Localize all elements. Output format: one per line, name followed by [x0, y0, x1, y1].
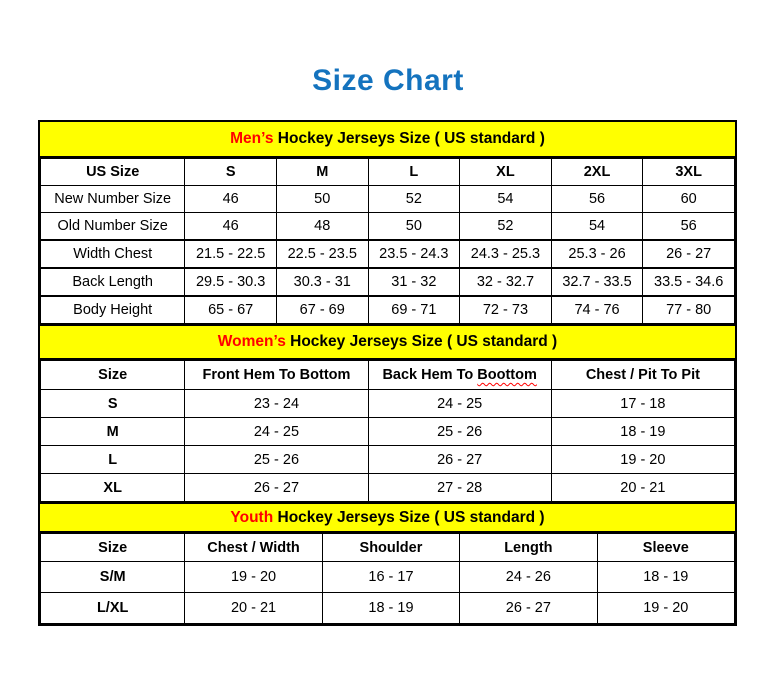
womens-section-banner	[40, 324, 735, 360]
value-cell: 26 - 27	[185, 474, 368, 502]
table-row	[41, 213, 735, 241]
value-cell: 20 - 21	[185, 593, 322, 624]
table-row	[41, 390, 735, 418]
value-cell: 65 - 67	[185, 296, 277, 324]
value-cell: 26 - 27	[643, 240, 735, 268]
column-header: Chest / Width	[185, 534, 322, 562]
value-cell: 72 - 73	[460, 296, 552, 324]
column-header: L	[368, 159, 460, 186]
value-cell: 67 - 69	[276, 296, 368, 324]
womens-size-table	[40, 360, 735, 502]
row-label: Back Length	[41, 268, 185, 296]
mens-banner-text: Hockey Jerseys Size ( US standard )	[273, 130, 545, 147]
row-label: XL	[41, 474, 185, 502]
table-row	[41, 186, 735, 213]
value-cell: 24 - 25	[368, 390, 551, 418]
value-cell: 54	[460, 186, 552, 213]
mens-size-table	[40, 158, 735, 324]
value-cell: 19 - 20	[551, 446, 734, 474]
row-label: Body Height	[41, 296, 185, 324]
column-header: XL	[460, 159, 552, 186]
value-cell: 56	[643, 213, 735, 241]
column-header: Chest / Pit To Pit	[551, 361, 734, 390]
value-cell: 25 - 26	[185, 446, 368, 474]
value-cell: 22.5 - 23.5	[276, 240, 368, 268]
mens-header-row	[41, 159, 735, 186]
column-header: Length	[460, 534, 597, 562]
table-row	[41, 474, 735, 502]
youth-banner-highlight: Youth	[230, 509, 274, 526]
value-cell: 20 - 21	[551, 474, 734, 502]
column-header: M	[276, 159, 368, 186]
column-header: Shoulder	[322, 534, 459, 562]
value-cell: 30.3 - 31	[276, 268, 368, 296]
value-cell: 69 - 71	[368, 296, 460, 324]
womens-banner-text: Hockey Jerseys Size ( US standard )	[285, 333, 558, 350]
value-cell: 32.7 - 33.5	[551, 268, 643, 296]
value-cell: 50	[368, 213, 460, 241]
column-header: 2XL	[551, 159, 643, 186]
value-cell: 25.3 - 26	[551, 240, 643, 268]
value-cell: 26 - 27	[460, 593, 597, 624]
size-chart-container	[38, 120, 737, 626]
value-cell: 19 - 20	[185, 562, 322, 593]
value-cell: 74 - 76	[551, 296, 643, 324]
youth-banner-text: Hockey Jerseys Size ( US standard )	[273, 509, 545, 526]
table-row	[41, 593, 735, 624]
youth-header-row	[41, 534, 735, 562]
value-cell: 17 - 18	[551, 390, 734, 418]
column-header: 3XL	[643, 159, 735, 186]
value-cell: 19 - 20	[597, 593, 734, 624]
table-row	[41, 268, 735, 296]
table-row	[41, 296, 735, 324]
value-cell: 56	[551, 186, 643, 213]
column-header: Front Hem To Bottom	[185, 361, 368, 390]
column-header-back-hem	[368, 361, 551, 390]
table-row	[41, 240, 735, 268]
value-cell: 50	[276, 186, 368, 213]
value-cell: 60	[643, 186, 735, 213]
value-cell: 32 - 32.7	[460, 268, 552, 296]
column-header: Size	[41, 534, 185, 562]
value-cell: 29.5 - 30.3	[185, 268, 277, 296]
value-cell: 23.5 - 24.3	[368, 240, 460, 268]
value-cell: 46	[185, 186, 277, 213]
womens-header-row	[41, 361, 735, 390]
value-cell: 31 - 32	[368, 268, 460, 296]
table-row	[41, 446, 735, 474]
value-cell: 27 - 28	[368, 474, 551, 502]
column-header: US Size	[41, 159, 185, 186]
column-header: Sleeve	[597, 534, 734, 562]
row-label: M	[41, 418, 185, 446]
youth-size-table	[40, 533, 735, 624]
mens-section-banner	[40, 122, 735, 158]
row-label: L	[41, 446, 185, 474]
column-header: Size	[41, 361, 185, 390]
value-cell: 24 - 26	[460, 562, 597, 593]
youth-section-banner	[40, 502, 735, 533]
row-label: S	[41, 390, 185, 418]
row-label: New Number Size	[41, 186, 185, 213]
value-cell: 21.5 - 22.5	[185, 240, 277, 268]
page-title: Size Chart	[312, 64, 464, 97]
value-cell: 24.3 - 25.3	[460, 240, 552, 268]
mens-banner-highlight: Men’s	[230, 130, 274, 147]
column-header-text: Back Hem To	[382, 367, 478, 383]
row-label: L/XL	[41, 593, 185, 624]
value-cell: 18 - 19	[597, 562, 734, 593]
womens-banner-highlight: Women’s	[217, 333, 286, 350]
value-cell: 33.5 - 34.6	[643, 268, 735, 296]
value-cell: 52	[460, 213, 552, 241]
value-cell: 77 - 80	[643, 296, 735, 324]
value-cell: 16 - 17	[322, 562, 459, 593]
row-label: S/M	[41, 562, 185, 593]
row-label: Old Number Size	[41, 213, 185, 241]
row-label: Width Chest	[41, 240, 185, 268]
value-cell: 25 - 26	[368, 418, 551, 446]
value-cell: 54	[551, 213, 643, 241]
value-cell: 23 - 24	[185, 390, 368, 418]
value-cell: 18 - 19	[551, 418, 734, 446]
misspelled-word: Boottom	[477, 367, 537, 383]
value-cell: 48	[276, 213, 368, 241]
table-row	[41, 562, 735, 593]
column-header: S	[185, 159, 277, 186]
value-cell: 18 - 19	[322, 593, 459, 624]
table-row	[41, 418, 735, 446]
value-cell: 52	[368, 186, 460, 213]
value-cell: 26 - 27	[368, 446, 551, 474]
value-cell: 24 - 25	[185, 418, 368, 446]
value-cell: 46	[185, 213, 277, 241]
